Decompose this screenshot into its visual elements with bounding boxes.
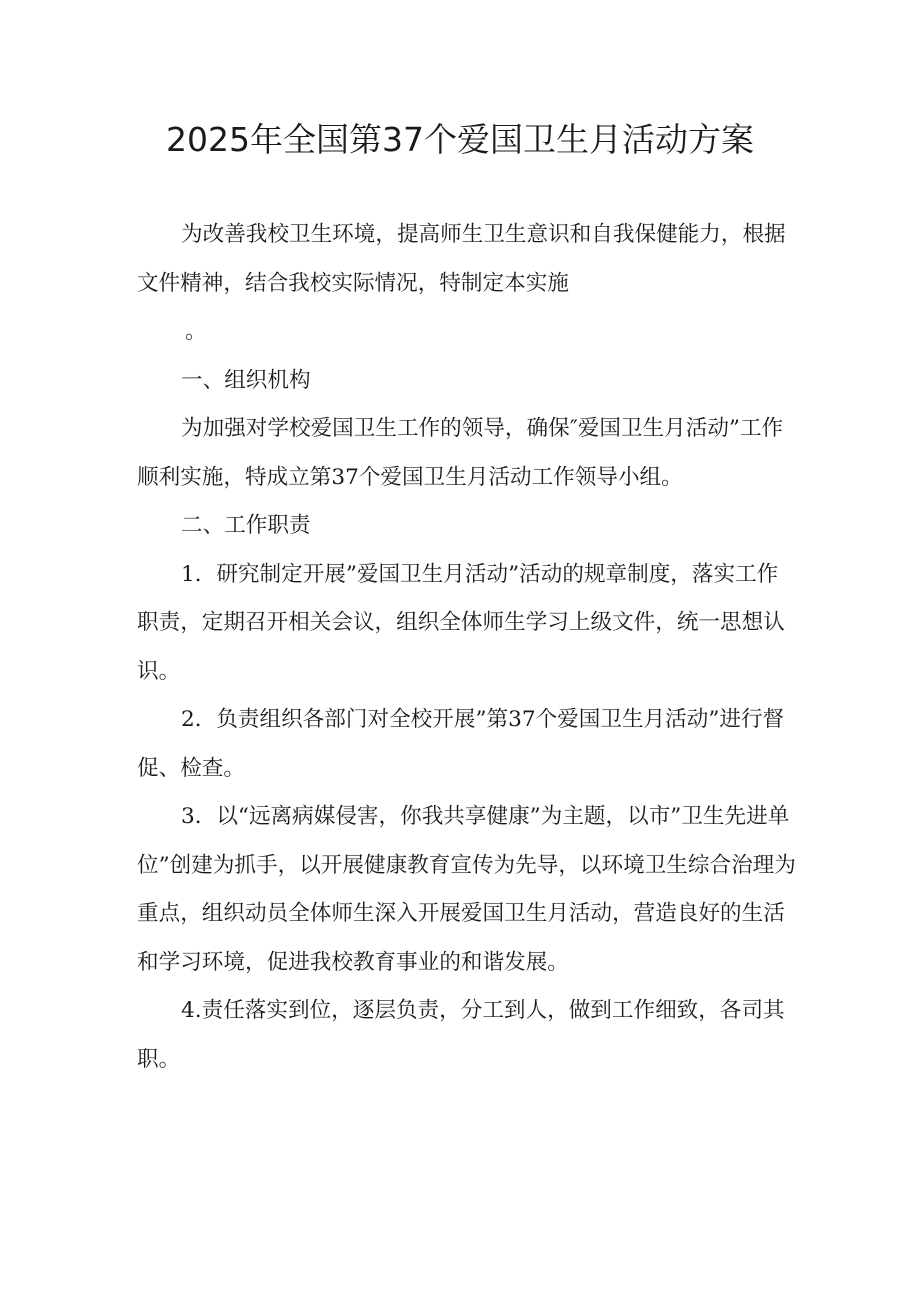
intro-period: 。 [185,319,207,344]
section-organization-text: 为加强对学校爱国卫生工作的领导，确保″爱国卫生月活动”工作顺利实施，特成立第37个爱国卫生月活动工作领导小组。 [137,416,784,490]
responsibility-item-3: 3．以“远离病媒侵害，你我共享健康”为主题，以市”卫生先进单位”创建为抓手，以开展健康教育宣传为先导，以环境卫生综合治理为重点，组织动员全体师生深入开展爱国卫生月活动，营造良好的生活和学习环境，促进我校教育事业的和谐发展。 [137,804,796,975]
section-heading-organization: 一、组织机构 [181,367,311,393]
responsibility-item-1: 1．研究制定开展”爱国卫生月活动”活动的规章制度，落实工作职责，定期召开相关会议，组织全体师生学习上级文件，统一思想认识。 [137,561,785,684]
section-heading-responsibilities: 二、工作职责 [181,513,311,538]
responsibility-item-4: 4.责任落实到位，逐层负责，分工到人，做到工作细致，各司其职。 [137,998,785,1072]
intro-paragraph: 为改善我校卫生环境，提高师生卫生意识和自我保健能力，根据文件精神，结合我校实际情况，特制定本实施 [137,222,786,296]
document-title: 2025年全国第37个爱国卫生月活动方案 [166,120,754,159]
responsibility-item-2: 2．负责组织各部门对全校开展”第37个爱国卫生月活动”进行督促、检查。 [137,707,785,781]
document-body [137,211,797,1084]
